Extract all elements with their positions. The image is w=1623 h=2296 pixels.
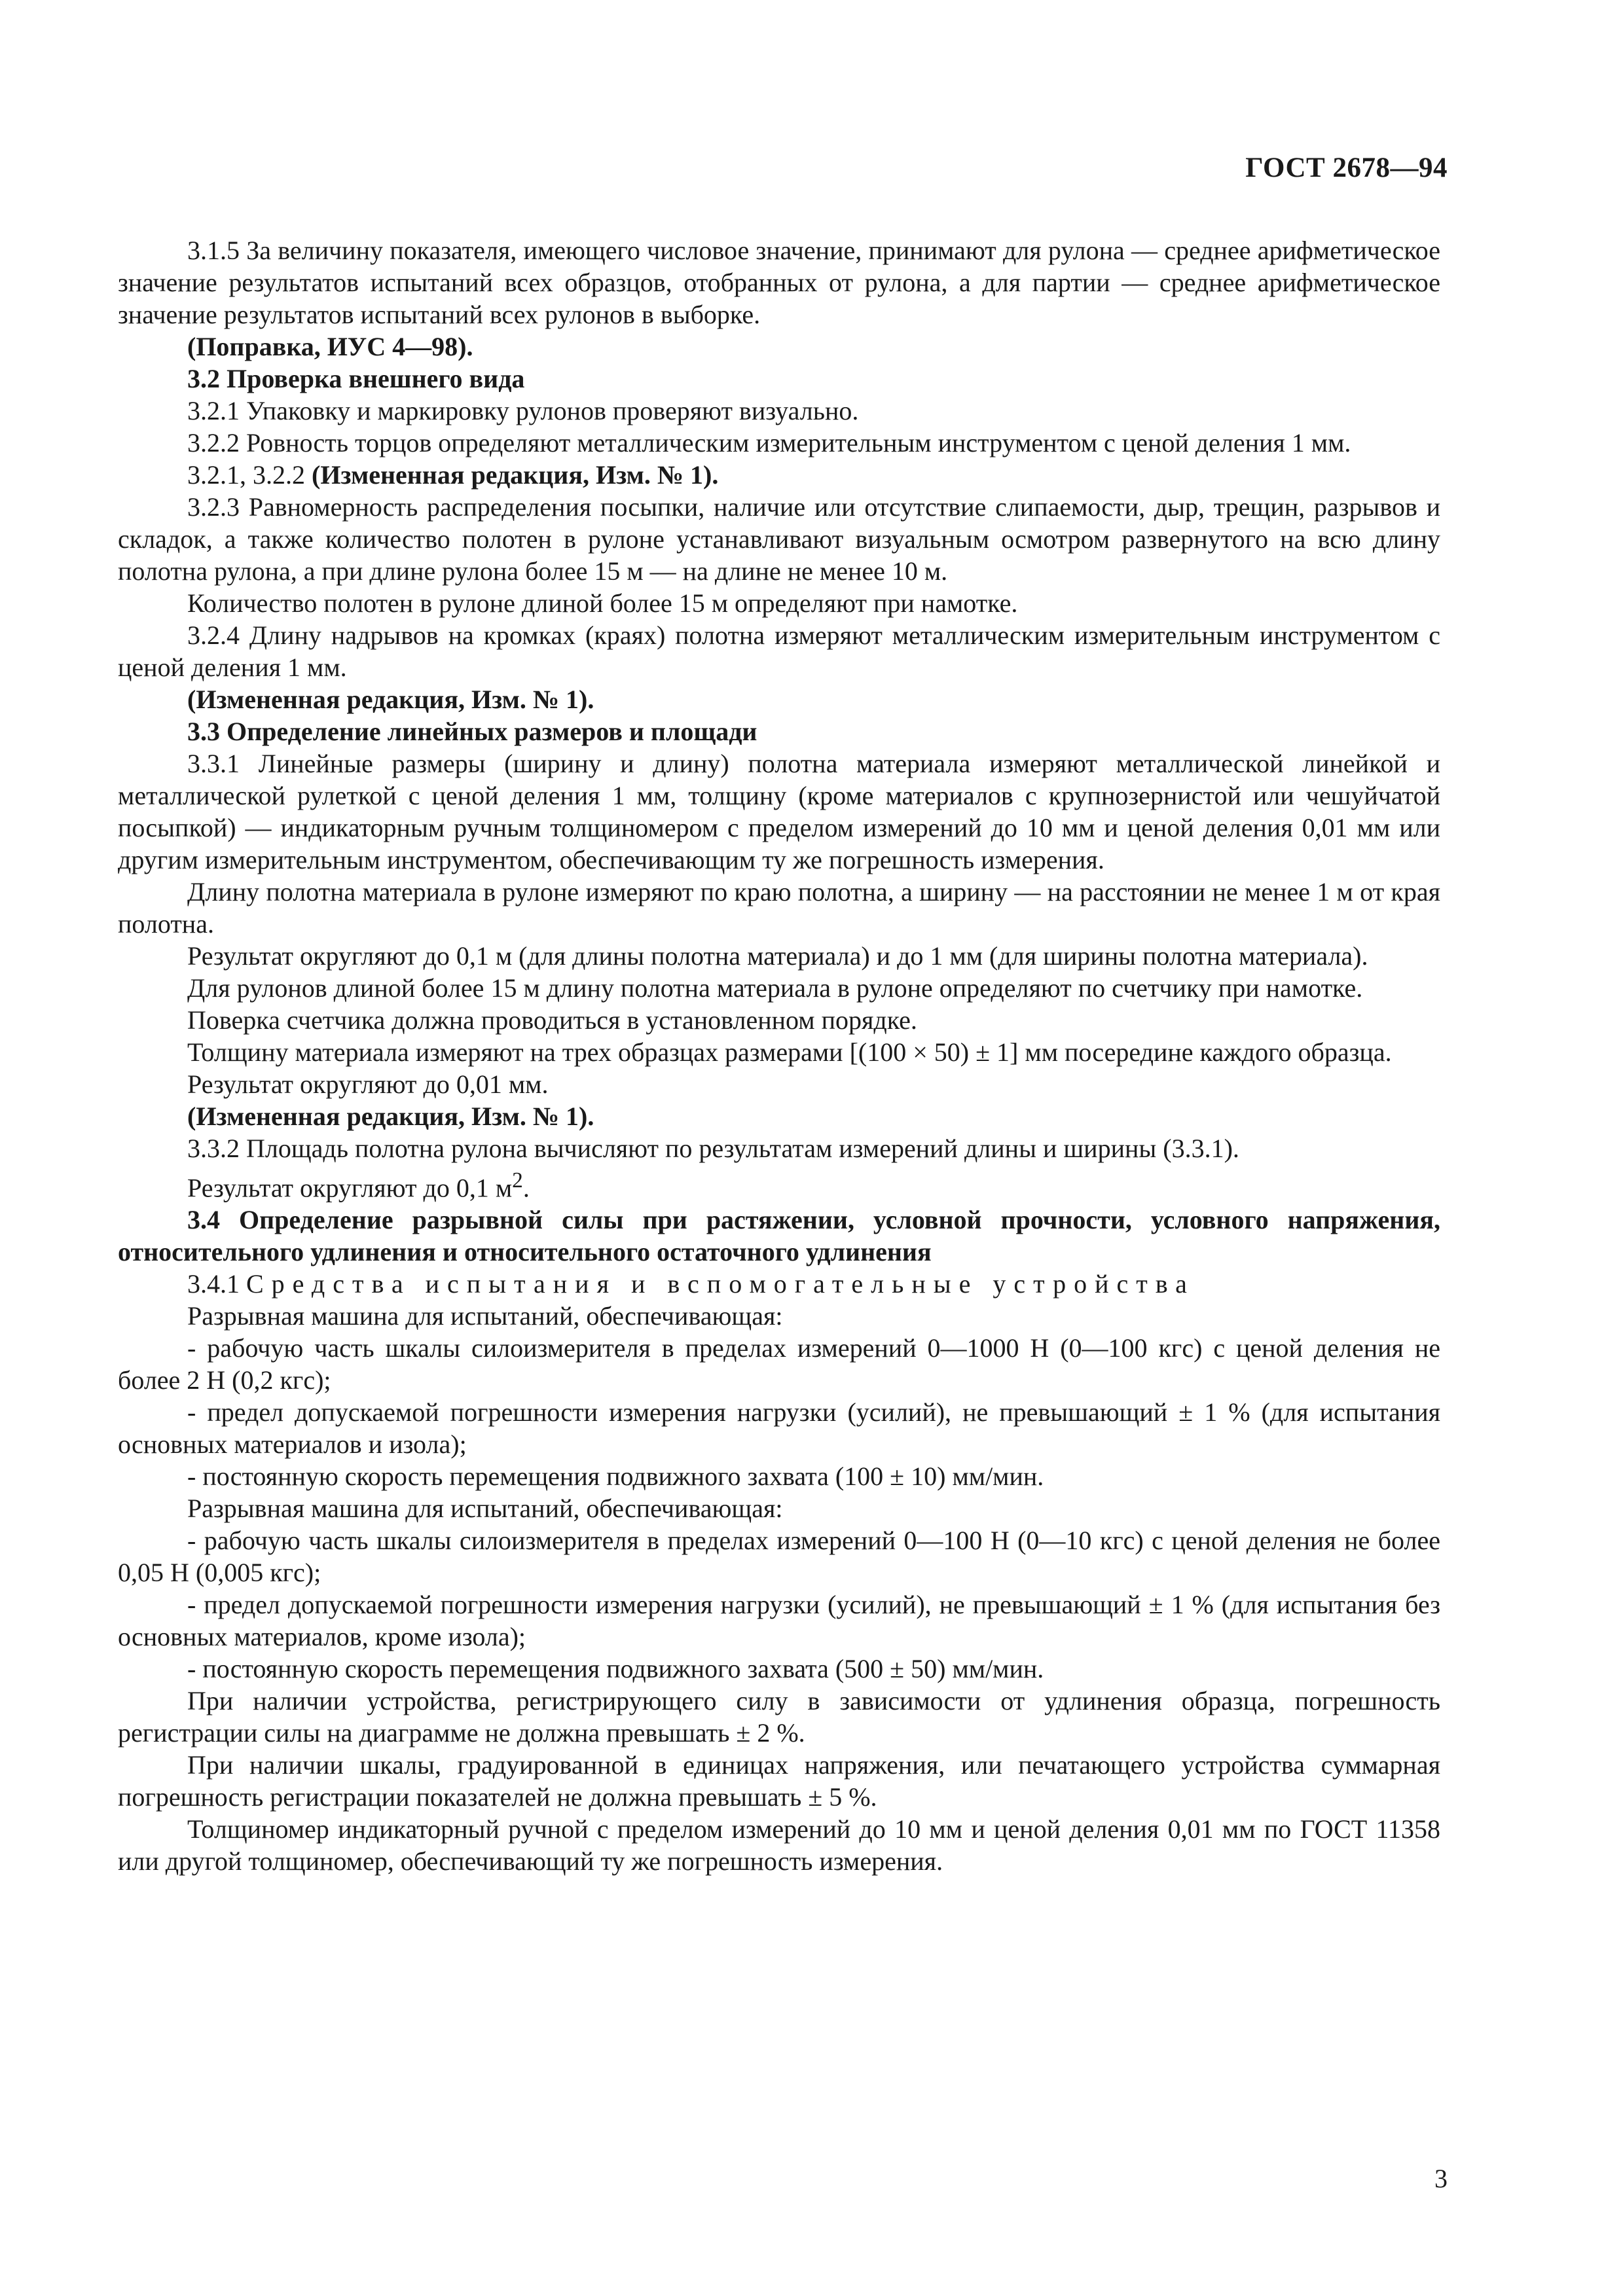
subsection-title: Средства испытания и вспомогательные устройства — [246, 1269, 1195, 1299]
section-heading-3-4: 3.4 Определение разрывной силы при растяжении, условной прочности, условного напряжения, относительного удлинения и относительного остаточного удлинения — [118, 1205, 1440, 1267]
document-body — [118, 234, 1440, 1877]
document-header: ГОСТ 2678—94 — [1245, 152, 1448, 183]
paragraph-scale: При наличии шкалы, градуированной в единицах напряжения, или печатающего устройства суммарная погрешность регистрации показателей не должна превышать ± 5 %. — [118, 1750, 1440, 1812]
list-item: - предел допускаемой погрешности измерения нагрузки (усилий), не превышающий ± 1 % (для испытания без основных материалов, кроме изола); — [118, 1590, 1440, 1652]
paragraph-3-2-2: 3.2.2 Ровность торцов определяют металлическим измерительным инструментом с ценой деления 1 мм. — [187, 428, 1351, 457]
paragraph-length-measure: Длину полотна материала в рулоне измеряют по краю полотна, а ширину — на расстоянии не менее 1 м от края полотна. — [118, 877, 1440, 939]
paragraph-recording-device: При наличии устройства, регистрирующего силу в зависимости от удлинения образца, погрешность регистрации силы на диаграмме не должна превышать ± 2 %. — [118, 1686, 1440, 1748]
subsection-heading-3-4-1 — [118, 1268, 1440, 1300]
paragraph-3-3-1: 3.3.1 Линейные размеры (ширину и длину) полотна материала измеряют металлической линейкой и металлической рулеткой с ценой деления 1 мм, толщину (кроме материалов с крупнозернистой или чешуйчатой посыпкой) — индикаторным ручным толщиномером с пределом измерений до 10 мм и ценой деления 0,01 мм или другим измерительным инструментом, обеспечивающим ту же погрешность измерения. — [118, 749, 1440, 874]
paragraph-counter-verification: Поверка счетчика должна проводиться в установленном порядке. — [187, 1005, 917, 1035]
area-rounding-superscript: 2 — [512, 1168, 523, 1193]
paragraph-machine-2: Разрывная машина для испытаний, обеспечивающая: — [187, 1494, 783, 1524]
subsection-number: 3.4.1 — [187, 1269, 246, 1299]
paragraph-3-3-2: 3.3.2 Площадь полотна рулона вычисляют по результатам измерений длины и ширины (3.3.1). — [187, 1134, 1239, 1163]
paragraph-sheet-count: Количество полотен в рулоне длиной более 15 м определяют при намотке. — [187, 588, 1018, 618]
paragraph-3-1-5: 3.1.5 За величину показателя, имеющего числовое значение, принимают для рулона — среднее арифметическое значение результатов испытаний всех образцов, отобранных от рулона, а для партии — среднее арифметическое значение результатов испытаний всех рулонов в выборке. — [118, 236, 1440, 329]
paragraph-rounding: Результат округляют до 0,1 м (для длины полотна материала) и до 1 мм (для ширины полотна материала). — [187, 941, 1368, 971]
page-number: 3 — [1434, 2164, 1448, 2193]
amendment-note: (Измененная редакция, Изм. № 1). — [187, 1102, 594, 1131]
correction-note: (Поправка, ИУС 4—98). — [187, 332, 473, 361]
list-item: - рабочую часть шкалы силоизмерителя в пределах измерений 0—100 Н (0—10 кгс) с ценой деления не более 0,05 Н (0,005 кгс); — [118, 1526, 1440, 1588]
amendment-label: (Измененная редакция, Изм. № 1). — [312, 460, 719, 490]
paragraph-3-2-1: 3.2.1 Упаковку и маркировку рулонов проверяют визуально. — [187, 396, 859, 425]
paragraph-area-rounding — [118, 1164, 1440, 1204]
section-heading-3-3: 3.3 Определение линейных размеров и площади — [187, 717, 757, 746]
amendment-prefix: 3.2.1, 3.2.2 — [187, 460, 312, 490]
paragraph-counter: Для рулонов длиной более 15 м длину полотна материала в рулоне определяют по счетчику при намотке. — [187, 973, 1363, 1003]
area-rounding-suffix: . — [522, 1173, 530, 1203]
list-item: - рабочую часть шкалы силоизмерителя в пределах измерений 0—1000 Н (0—100 кгс) с ценой деления не более 2 Н (0,2 кгс); — [118, 1333, 1440, 1395]
list-item: - постоянную скорость перемещения подвижного захвата (100 ± 10) мм/мин. — [187, 1462, 1044, 1492]
paragraph-thickness: Толщину материала измеряют на трех образцах размерами [(100 × 50) ± 1] мм посередине каждого образца. — [187, 1037, 1392, 1067]
paragraph-3-2-4: 3.2.4 Длину надрывов на кромках (краях) полотна измеряют металлическим измерительным инструментом с ценой деления 1 мм. — [118, 620, 1440, 682]
paragraph-machine-1: Разрывная машина для испытаний, обеспечивающая: — [187, 1301, 783, 1331]
amendment-note-3-2 — [118, 459, 1440, 491]
paragraph-3-2-3: 3.2.3 Равномерность распределения посыпки, наличие или отсутствие слипаемости, дыр, трещин, разрывов и складок, а также количество полотен в рулоне устанавливают визуальным осмотром развернутого на всю длину полотна рулона, а при длине рулона более 15 м — на длине не менее 10 м. — [118, 492, 1440, 586]
area-rounding-text: Результат округляют до 0,1 м — [187, 1173, 513, 1203]
amendment-note: (Измененная редакция, Изм. № 1). — [187, 685, 594, 714]
section-heading-3-2: 3.2 Проверка внешнего вида — [187, 364, 525, 393]
list-item: - предел допускаемой погрешности измерения нагрузки (усилий), не превышающий ± 1 % (для испытания основных материалов и изола); — [118, 1397, 1440, 1460]
paragraph-thickness-rounding: Результат округляют до 0,01 мм. — [187, 1069, 549, 1099]
paragraph-thickness-gauge: Толщиномер индикаторный ручной с пределом измерений до 10 мм и ценой деления 0,01 мм по ГОСТ 11358 или другой толщиномер, обеспечивающий ту же погрешность измерения. — [118, 1814, 1440, 1876]
list-item: - постоянную скорость перемещения подвижного захвата (500 ± 50) мм/мин. — [187, 1654, 1044, 1684]
